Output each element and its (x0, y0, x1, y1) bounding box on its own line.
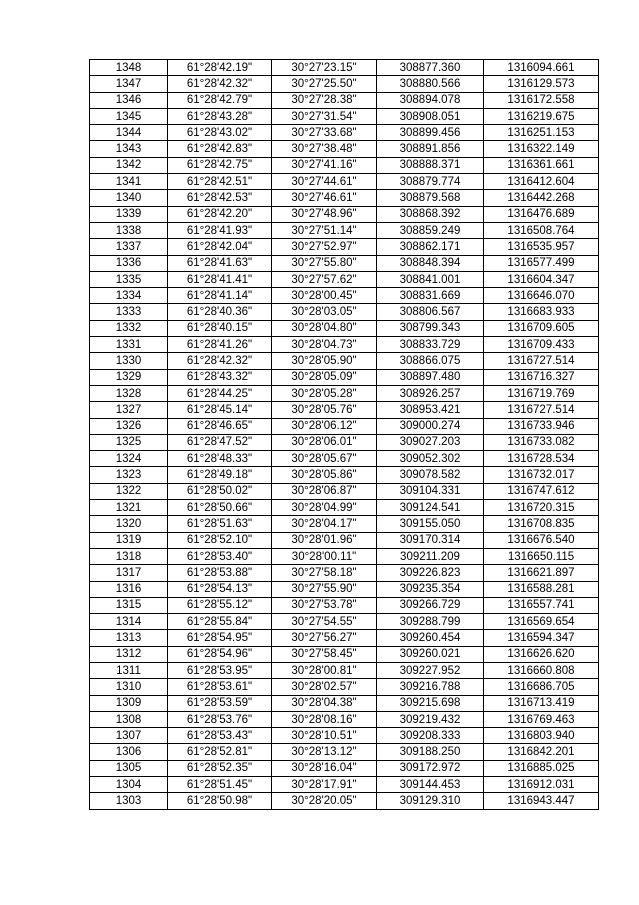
latitude-cell: 61°28'42.53" (168, 190, 272, 206)
latitude-cell: 61°28'42.32" (168, 353, 272, 369)
y-coordinate-cell: 1316720.315 (484, 500, 599, 516)
point-number-cell: 1304 (90, 777, 168, 793)
y-coordinate-cell: 1316732.017 (484, 467, 599, 483)
latitude-cell: 61°28'50.98" (168, 793, 272, 809)
y-coordinate-cell: 1316728.534 (484, 451, 599, 467)
y-coordinate-cell: 1316943.447 (484, 793, 599, 809)
table-row (90, 320, 599, 336)
longitude-cell: 30°28'08.16" (272, 711, 377, 727)
table-row (90, 76, 599, 92)
point-number-cell: 1338 (90, 222, 168, 238)
x-coordinate-cell: 309170.314 (377, 532, 484, 548)
x-coordinate-cell: 309104.331 (377, 483, 484, 499)
y-coordinate-cell: 1316803.940 (484, 728, 599, 744)
latitude-cell: 61°28'54.95" (168, 630, 272, 646)
longitude-cell: 30°28'06.87" (272, 483, 377, 499)
latitude-cell: 61°28'43.32" (168, 369, 272, 385)
point-number-cell: 1335 (90, 271, 168, 287)
y-coordinate-cell: 1316361.661 (484, 157, 599, 173)
y-coordinate-cell: 1316769.463 (484, 711, 599, 727)
table-row (90, 548, 599, 564)
x-coordinate-cell: 309215.698 (377, 695, 484, 711)
table-row (90, 532, 599, 548)
point-number-cell: 1315 (90, 597, 168, 613)
longitude-cell: 30°28'01.96" (272, 532, 377, 548)
x-coordinate-cell: 309208.333 (377, 728, 484, 744)
table-row (90, 630, 599, 646)
x-coordinate-cell: 308908.051 (377, 108, 484, 124)
table-row (90, 288, 599, 304)
latitude-cell: 61°28'42.75" (168, 157, 272, 173)
x-coordinate-cell: 308866.075 (377, 353, 484, 369)
x-coordinate-cell: 308897.480 (377, 369, 484, 385)
table-row (90, 418, 599, 434)
table-row (90, 239, 599, 255)
y-coordinate-cell: 1316709.605 (484, 320, 599, 336)
point-number-cell: 1317 (90, 565, 168, 581)
x-coordinate-cell: 308848.394 (377, 255, 484, 271)
latitude-cell: 61°28'42.20" (168, 206, 272, 222)
longitude-cell: 30°28'04.99" (272, 500, 377, 516)
longitude-cell: 30°28'05.86" (272, 467, 377, 483)
x-coordinate-cell: 308868.392 (377, 206, 484, 222)
longitude-cell: 30°28'05.28" (272, 385, 377, 401)
y-coordinate-cell: 1316604.347 (484, 271, 599, 287)
x-coordinate-cell: 309027.203 (377, 434, 484, 450)
longitude-cell: 30°27'44.61" (272, 174, 377, 190)
longitude-cell: 30°28'05.76" (272, 402, 377, 418)
latitude-cell: 61°28'55.84" (168, 614, 272, 630)
latitude-cell: 61°28'42.79" (168, 92, 272, 108)
x-coordinate-cell: 309260.021 (377, 646, 484, 662)
y-coordinate-cell: 1316322.149 (484, 141, 599, 157)
table-row (90, 304, 599, 320)
latitude-cell: 61°28'41.26" (168, 337, 272, 353)
table-row (90, 402, 599, 418)
latitude-cell: 61°28'53.43" (168, 728, 272, 744)
longitude-cell: 30°28'02.57" (272, 679, 377, 695)
point-number-cell: 1345 (90, 108, 168, 124)
longitude-cell: 30°28'04.80" (272, 320, 377, 336)
point-number-cell: 1348 (90, 60, 168, 76)
longitude-cell: 30°27'33.68" (272, 125, 377, 141)
x-coordinate-cell: 308799.343 (377, 320, 484, 336)
y-coordinate-cell: 1316577.499 (484, 255, 599, 271)
longitude-cell: 30°28'13.12" (272, 744, 377, 760)
latitude-cell: 61°28'45.14" (168, 402, 272, 418)
x-coordinate-cell: 309288.799 (377, 614, 484, 630)
x-coordinate-cell: 309052.302 (377, 451, 484, 467)
longitude-cell: 30°27'52.97" (272, 239, 377, 255)
table-row (90, 255, 599, 271)
latitude-cell: 61°28'42.51" (168, 174, 272, 190)
y-coordinate-cell: 1316094.661 (484, 60, 599, 76)
y-coordinate-cell: 1316650.115 (484, 548, 599, 564)
longitude-cell: 30°28'00.11" (272, 548, 377, 564)
longitude-cell: 30°27'54.55" (272, 614, 377, 630)
table-row (90, 728, 599, 744)
y-coordinate-cell: 1316557.741 (484, 597, 599, 613)
latitude-cell: 61°28'41.93" (168, 222, 272, 238)
y-coordinate-cell: 1316172.558 (484, 92, 599, 108)
point-number-cell: 1307 (90, 728, 168, 744)
latitude-cell: 61°28'42.19" (168, 60, 272, 76)
x-coordinate-cell: 308891.856 (377, 141, 484, 157)
table-row (90, 206, 599, 222)
x-coordinate-cell: 308862.171 (377, 239, 484, 255)
point-number-cell: 1333 (90, 304, 168, 320)
y-coordinate-cell: 1316733.946 (484, 418, 599, 434)
table-row (90, 125, 599, 141)
x-coordinate-cell: 308879.568 (377, 190, 484, 206)
longitude-cell: 30°27'23.15" (272, 60, 377, 76)
point-number-cell: 1326 (90, 418, 168, 434)
table-row (90, 614, 599, 630)
y-coordinate-cell: 1316219.675 (484, 108, 599, 124)
longitude-cell: 30°27'56.27" (272, 630, 377, 646)
table-row (90, 369, 599, 385)
y-coordinate-cell: 1316713.419 (484, 695, 599, 711)
table-row (90, 581, 599, 597)
x-coordinate-cell: 308833.729 (377, 337, 484, 353)
x-coordinate-cell: 308888.371 (377, 157, 484, 173)
longitude-cell: 30°28'05.67" (272, 451, 377, 467)
point-number-cell: 1311 (90, 662, 168, 678)
table-row (90, 60, 599, 76)
latitude-cell: 61°28'42.04" (168, 239, 272, 255)
y-coordinate-cell: 1316442.268 (484, 190, 599, 206)
point-number-cell: 1347 (90, 76, 168, 92)
x-coordinate-cell: 309226.823 (377, 565, 484, 581)
longitude-cell: 30°28'16.04" (272, 760, 377, 776)
longitude-cell: 30°28'05.90" (272, 353, 377, 369)
longitude-cell: 30°28'00.81" (272, 662, 377, 678)
point-number-cell: 1305 (90, 760, 168, 776)
table-row (90, 500, 599, 516)
x-coordinate-cell: 309188.250 (377, 744, 484, 760)
latitude-cell: 61°28'50.66" (168, 500, 272, 516)
latitude-cell: 61°28'52.81" (168, 744, 272, 760)
y-coordinate-cell: 1316660.808 (484, 662, 599, 678)
longitude-cell: 30°28'04.17" (272, 516, 377, 532)
latitude-cell: 61°28'54.13" (168, 581, 272, 597)
x-coordinate-cell: 309172.972 (377, 760, 484, 776)
latitude-cell: 61°28'51.63" (168, 516, 272, 532)
y-coordinate-cell: 1316716.327 (484, 369, 599, 385)
point-number-cell: 1327 (90, 402, 168, 418)
longitude-cell: 30°28'00.45" (272, 288, 377, 304)
longitude-cell: 30°27'51.14" (272, 222, 377, 238)
longitude-cell: 30°27'48.96" (272, 206, 377, 222)
point-number-cell: 1336 (90, 255, 168, 271)
point-number-cell: 1314 (90, 614, 168, 630)
table-row (90, 483, 599, 499)
table-row (90, 662, 599, 678)
point-number-cell: 1340 (90, 190, 168, 206)
y-coordinate-cell: 1316676.540 (484, 532, 599, 548)
coordinates-table-body (90, 60, 599, 810)
longitude-cell: 30°28'20.05" (272, 793, 377, 809)
table-row (90, 92, 599, 108)
point-number-cell: 1316 (90, 581, 168, 597)
latitude-cell: 61°28'46.65" (168, 418, 272, 434)
y-coordinate-cell: 1316686.705 (484, 679, 599, 695)
longitude-cell: 30°28'06.12" (272, 418, 377, 434)
point-number-cell: 1337 (90, 239, 168, 255)
latitude-cell: 61°28'41.41" (168, 271, 272, 287)
point-number-cell: 1321 (90, 500, 168, 516)
x-coordinate-cell: 309219.432 (377, 711, 484, 727)
latitude-cell: 61°28'42.83" (168, 141, 272, 157)
x-coordinate-cell: 309211.209 (377, 548, 484, 564)
latitude-cell: 61°28'54.96" (168, 646, 272, 662)
table-row (90, 565, 599, 581)
longitude-cell: 30°27'55.80" (272, 255, 377, 271)
x-coordinate-cell: 309216.788 (377, 679, 484, 695)
point-number-cell: 1303 (90, 793, 168, 809)
x-coordinate-cell: 308953.421 (377, 402, 484, 418)
x-coordinate-cell: 309266.729 (377, 597, 484, 613)
latitude-cell: 61°28'40.15" (168, 320, 272, 336)
x-coordinate-cell: 309227.952 (377, 662, 484, 678)
table-row (90, 793, 599, 809)
latitude-cell: 61°28'53.95" (168, 662, 272, 678)
document-page (89, 59, 598, 810)
y-coordinate-cell: 1316626.620 (484, 646, 599, 662)
point-number-cell: 1332 (90, 320, 168, 336)
y-coordinate-cell: 1316594.347 (484, 630, 599, 646)
longitude-cell: 30°27'38.48" (272, 141, 377, 157)
latitude-cell: 61°28'43.28" (168, 108, 272, 124)
y-coordinate-cell: 1316885.025 (484, 760, 599, 776)
table-row (90, 271, 599, 287)
table-row (90, 353, 599, 369)
table-row (90, 760, 599, 776)
longitude-cell: 30°28'04.38" (272, 695, 377, 711)
latitude-cell: 61°28'51.45" (168, 777, 272, 793)
longitude-cell: 30°27'41.16" (272, 157, 377, 173)
x-coordinate-cell: 308880.566 (377, 76, 484, 92)
point-number-cell: 1318 (90, 548, 168, 564)
table-row (90, 711, 599, 727)
coordinates-table (89, 59, 599, 810)
y-coordinate-cell: 1316727.514 (484, 402, 599, 418)
y-coordinate-cell: 1316912.031 (484, 777, 599, 793)
table-row (90, 777, 599, 793)
x-coordinate-cell: 309000.274 (377, 418, 484, 434)
table-row (90, 174, 599, 190)
point-number-cell: 1306 (90, 744, 168, 760)
point-number-cell: 1331 (90, 337, 168, 353)
y-coordinate-cell: 1316569.654 (484, 614, 599, 630)
y-coordinate-cell: 1316646.070 (484, 288, 599, 304)
table-row (90, 646, 599, 662)
longitude-cell: 30°28'04.73" (272, 337, 377, 353)
point-number-cell: 1308 (90, 711, 168, 727)
longitude-cell: 30°27'55.90" (272, 581, 377, 597)
longitude-cell: 30°28'05.09" (272, 369, 377, 385)
latitude-cell: 61°28'41.14" (168, 288, 272, 304)
x-coordinate-cell: 309124.541 (377, 500, 484, 516)
y-coordinate-cell: 1316842.201 (484, 744, 599, 760)
x-coordinate-cell: 309235.354 (377, 581, 484, 597)
table-row (90, 222, 599, 238)
table-row (90, 744, 599, 760)
y-coordinate-cell: 1316733.082 (484, 434, 599, 450)
longitude-cell: 30°28'17.91" (272, 777, 377, 793)
latitude-cell: 61°28'52.10" (168, 532, 272, 548)
point-number-cell: 1312 (90, 646, 168, 662)
latitude-cell: 61°28'48.33" (168, 451, 272, 467)
point-number-cell: 1322 (90, 483, 168, 499)
latitude-cell: 61°28'55.12" (168, 597, 272, 613)
latitude-cell: 61°28'52.35" (168, 760, 272, 776)
y-coordinate-cell: 1316412.604 (484, 174, 599, 190)
longitude-cell: 30°27'31.54" (272, 108, 377, 124)
point-number-cell: 1344 (90, 125, 168, 141)
point-number-cell: 1330 (90, 353, 168, 369)
table-row (90, 679, 599, 695)
point-number-cell: 1319 (90, 532, 168, 548)
point-number-cell: 1309 (90, 695, 168, 711)
y-coordinate-cell: 1316535.957 (484, 239, 599, 255)
y-coordinate-cell: 1316719.769 (484, 385, 599, 401)
table-row (90, 337, 599, 353)
longitude-cell: 30°28'03.05" (272, 304, 377, 320)
x-coordinate-cell: 309129.310 (377, 793, 484, 809)
latitude-cell: 61°28'44.25" (168, 385, 272, 401)
table-row (90, 695, 599, 711)
table-row (90, 108, 599, 124)
table-row (90, 434, 599, 450)
table-row (90, 157, 599, 173)
longitude-cell: 30°27'53.78" (272, 597, 377, 613)
x-coordinate-cell: 309260.454 (377, 630, 484, 646)
point-number-cell: 1320 (90, 516, 168, 532)
table-row (90, 385, 599, 401)
point-number-cell: 1343 (90, 141, 168, 157)
latitude-cell: 61°28'50.02" (168, 483, 272, 499)
point-number-cell: 1325 (90, 434, 168, 450)
longitude-cell: 30°27'58.45" (272, 646, 377, 662)
latitude-cell: 61°28'53.40" (168, 548, 272, 564)
latitude-cell: 61°28'43.02" (168, 125, 272, 141)
x-coordinate-cell: 308899.456 (377, 125, 484, 141)
x-coordinate-cell: 308831.669 (377, 288, 484, 304)
latitude-cell: 61°28'40.36" (168, 304, 272, 320)
longitude-cell: 30°27'46.61" (272, 190, 377, 206)
latitude-cell: 61°28'42.32" (168, 76, 272, 92)
point-number-cell: 1342 (90, 157, 168, 173)
x-coordinate-cell: 309078.582 (377, 467, 484, 483)
point-number-cell: 1313 (90, 630, 168, 646)
y-coordinate-cell: 1316476.689 (484, 206, 599, 222)
point-number-cell: 1323 (90, 467, 168, 483)
point-number-cell: 1346 (90, 92, 168, 108)
point-number-cell: 1341 (90, 174, 168, 190)
table-row (90, 190, 599, 206)
point-number-cell: 1328 (90, 385, 168, 401)
y-coordinate-cell: 1316251.153 (484, 125, 599, 141)
y-coordinate-cell: 1316727.514 (484, 353, 599, 369)
point-number-cell: 1339 (90, 206, 168, 222)
x-coordinate-cell: 309155.050 (377, 516, 484, 532)
table-row (90, 451, 599, 467)
table-row (90, 597, 599, 613)
table-row (90, 467, 599, 483)
latitude-cell: 61°28'53.76" (168, 711, 272, 727)
latitude-cell: 61°28'47.52" (168, 434, 272, 450)
point-number-cell: 1310 (90, 679, 168, 695)
latitude-cell: 61°28'41.63" (168, 255, 272, 271)
x-coordinate-cell: 308926.257 (377, 385, 484, 401)
x-coordinate-cell: 308806.567 (377, 304, 484, 320)
y-coordinate-cell: 1316708.835 (484, 516, 599, 532)
y-coordinate-cell: 1316747.612 (484, 483, 599, 499)
y-coordinate-cell: 1316621.897 (484, 565, 599, 581)
x-coordinate-cell: 308859.249 (377, 222, 484, 238)
latitude-cell: 61°28'49.18" (168, 467, 272, 483)
y-coordinate-cell: 1316508.764 (484, 222, 599, 238)
x-coordinate-cell: 308841.001 (377, 271, 484, 287)
table-row (90, 141, 599, 157)
x-coordinate-cell: 308894.078 (377, 92, 484, 108)
longitude-cell: 30°27'57.62" (272, 271, 377, 287)
x-coordinate-cell: 308877.360 (377, 60, 484, 76)
y-coordinate-cell: 1316588.281 (484, 581, 599, 597)
latitude-cell: 61°28'53.61" (168, 679, 272, 695)
x-coordinate-cell: 308879.774 (377, 174, 484, 190)
longitude-cell: 30°28'06.01" (272, 434, 377, 450)
longitude-cell: 30°28'10.51" (272, 728, 377, 744)
latitude-cell: 61°28'53.88" (168, 565, 272, 581)
y-coordinate-cell: 1316129.573 (484, 76, 599, 92)
point-number-cell: 1324 (90, 451, 168, 467)
longitude-cell: 30°27'25.50" (272, 76, 377, 92)
point-number-cell: 1334 (90, 288, 168, 304)
longitude-cell: 30°27'58.18" (272, 565, 377, 581)
table-row (90, 516, 599, 532)
y-coordinate-cell: 1316683.933 (484, 304, 599, 320)
point-number-cell: 1329 (90, 369, 168, 385)
longitude-cell: 30°27'28.38" (272, 92, 377, 108)
latitude-cell: 61°28'53.59" (168, 695, 272, 711)
y-coordinate-cell: 1316709.433 (484, 337, 599, 353)
x-coordinate-cell: 309144.453 (377, 777, 484, 793)
